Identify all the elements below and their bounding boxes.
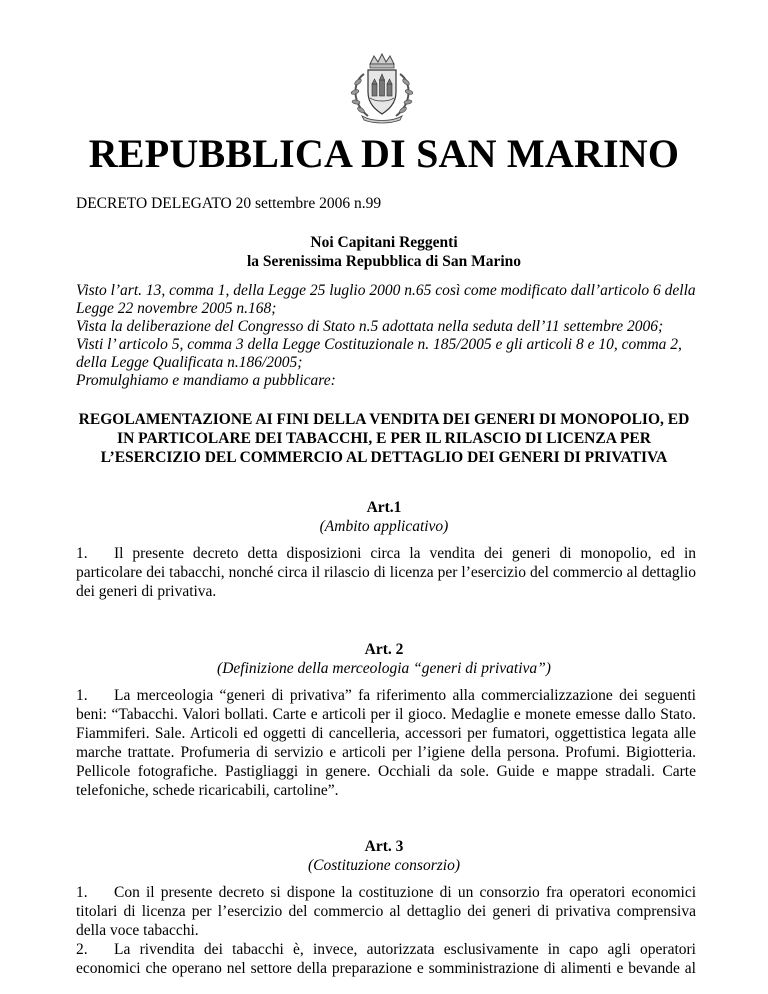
article-1-paragraph-1 [76, 544, 696, 601]
paragraph-line: titolari di licenza per l’esercizio del commercio al dettaglio dei generi di privativa comprensiva [76, 903, 696, 920]
article-3-subtitle: (Costituzione consorzio) [308, 857, 460, 874]
paragraph-number: 2. [76, 941, 88, 958]
article-2-title: Art. 2 [364, 641, 404, 658]
paragraph-number: 1. [76, 687, 88, 704]
article-2-paragraph-1 [76, 686, 696, 800]
regulation-title-line: REGOLAMENTAZIONE AI FINI DELLA VENDITA DEI GENERI DI MONOPOLIO, ED [78, 411, 690, 428]
preamble-line: Vista la deliberazione del Congresso di Stato n.5 adottata nella seduta dell’11 settembre 2006; [76, 318, 664, 335]
issuers-line-1: Noi Capitani Reggenti [310, 234, 458, 251]
paragraph-line: Fiammiferi. Sale. Articoli ed oggetti di cancelleria, accessori per fumatori, oggettistica legata alle [76, 725, 696, 742]
paragraph-line: della voce tabacchi. [76, 922, 199, 939]
paragraph-line: telefoniche, schede ricaricabili, cartoline”. [76, 782, 339, 799]
regulation-title-line: IN PARTICOLARE DEI TABACCHI, E PER IL RILASCIO DI LICENZA PER [117, 430, 651, 447]
issuers-line-2: la Serenissima Repubblica di San Marino [246, 253, 522, 270]
coat-of-arms-icon [340, 52, 424, 124]
article-3-paragraph-1 [76, 883, 696, 940]
paragraph-line: marche trattate. Profumeria di servizio e articoli per l’igiene della persona. Profumi. Bigiotteria. [76, 744, 696, 761]
article-3-paragraph-2 [76, 940, 696, 978]
decree-reference: DECRETO DELEGATO 20 settembre 2006 n.99 [76, 195, 382, 212]
paragraph-line: Il presente decreto detta disposizioni circa la vendita dei generi di monopolio, ed in [114, 545, 696, 562]
preamble-line: della Legge Qualificata n.186/2005; [76, 354, 303, 371]
paragraph-line: La merceologia “generi di privativa” fa riferimento alla commercializzazione dei seguenti [114, 687, 696, 704]
article-1-subtitle: (Ambito applicativo) [319, 518, 449, 535]
paragraph-line: Pellicole fotografiche. Pastigliaggi in genere. Occhiali da sole. Guide e mappe stradali. Carte [76, 763, 696, 780]
regulation-title-line: L’ESERCIZIO DEL COMMERCIO AL DETTAGLIO DEI GENERI DI PRIVATIVA [100, 449, 668, 466]
paragraph-line: economici che operano nel settore della preparazione e somministrazione di alimenti e bevande al [76, 960, 696, 977]
article-2-subtitle: (Definizione della merceologia “generi di privativa”) [217, 660, 551, 677]
paragraph-line: particolare dei tabacchi, nonché circa il rilascio di licenza per l’esercizio del commercio al dettaglio [76, 564, 696, 581]
article-1-title: Art.1 [366, 499, 402, 516]
preamble-line: Visti l’ articolo 5, comma 3 della Legge Costituzionale n. 185/2005 e gli articoli 8 e 10, comma 2, [76, 336, 682, 353]
preamble [76, 282, 696, 390]
paragraph-line: Con il presente decreto si dispone la costituzione di un consorzio fra operatori economici [114, 884, 696, 901]
preamble-line: Promulghiamo e mandiamo a pubblicare: [76, 372, 336, 389]
paragraph-number: 1. [76, 545, 88, 562]
paragraph-number: 1. [76, 884, 88, 901]
article-3-title: Art. 3 [364, 838, 404, 855]
preamble-line: Legge 22 novembre 2005 n.168; [76, 300, 277, 317]
regulation-title [60, 410, 708, 467]
paragraph-line: dei generi di privativa. [76, 583, 217, 600]
paragraph-line: beni: “Tabacchi. Valori bollati. Carte e articoli per il gioco. Medaglie e monete emesse dallo Stato. [76, 706, 696, 723]
preamble-line: Visto l’art. 13, comma 1, della Legge 25 luglio 2000 n.65 così come modificato dall’articolo 6 della [76, 282, 696, 299]
document-title: REPUBBLICA DI SAN MARINO [88, 131, 680, 176]
paragraph-line: La rivendita dei tabacchi è, invece, autorizzata esclusivamente in capo agli operatori [114, 941, 696, 958]
